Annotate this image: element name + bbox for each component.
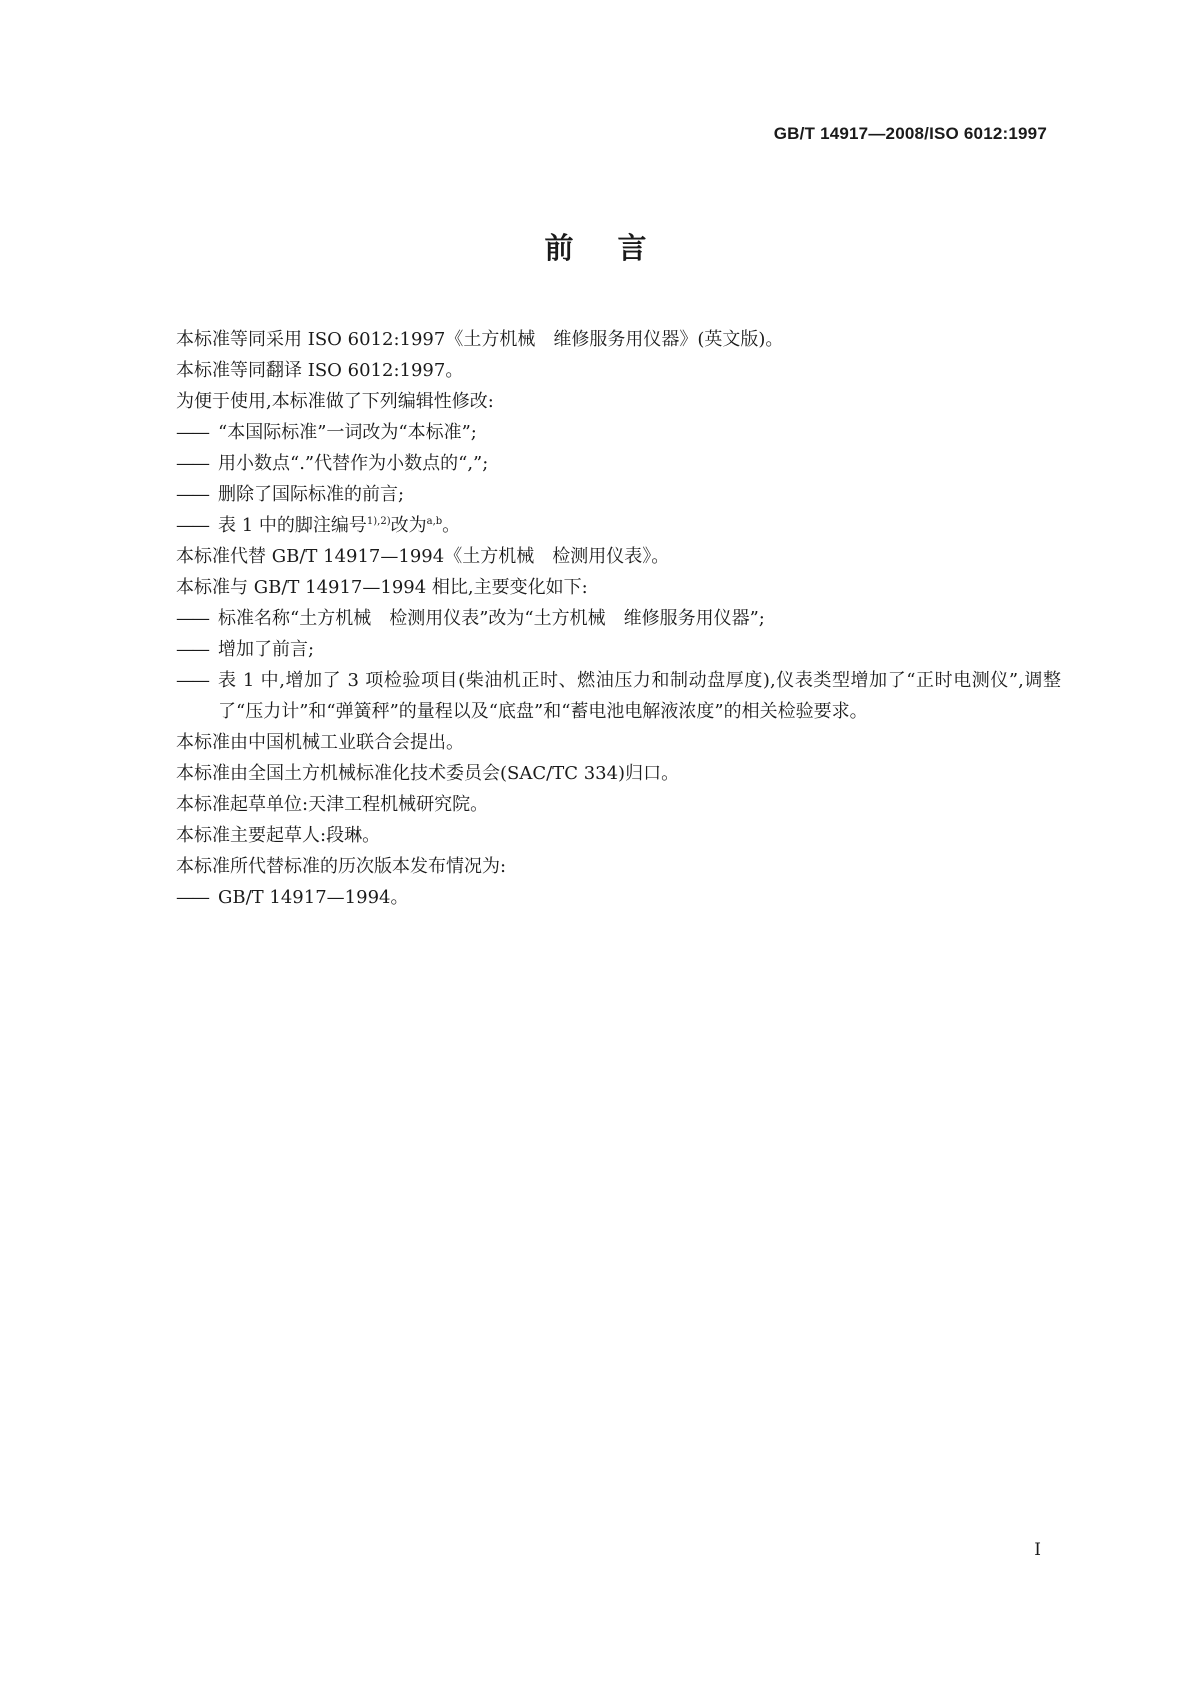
paragraph-drafting-unit: 本标准起草单位:天津工程机械研究院。 — [176, 794, 489, 815]
list-item-text: “本国际标准”一词改为“本标准”; — [218, 422, 477, 443]
list-item-decimal-point — [176, 448, 1061, 479]
paragraph-previous-editions: 本标准所代替标准的历次版本发布情况为: — [176, 856, 507, 877]
standard-code-header: GB/T 14917—2008/ISO 6012:1997 — [773, 124, 1047, 143]
paragraph-proposed-by: 本标准由中国机械工业联合会提出。 — [176, 732, 464, 753]
list-item-text: 增加了前言; — [218, 639, 315, 660]
list-item-text: 删除了国际标准的前言; — [218, 484, 405, 505]
footnote-text-mid: 改为 — [390, 515, 427, 536]
paragraph-main-changes: 本标准与 GB/T 14917—1994 相比,主要变化如下: — [176, 577, 588, 598]
page-title: 前言 — [544, 231, 691, 265]
page-number: I — [1034, 1540, 1041, 1560]
list-item-name-change — [176, 603, 1061, 634]
paragraph-adoption: 本标准等同采用 ISO 6012:1997《土方机械 维修服务用仪器》(英文版)。 — [176, 329, 784, 350]
paragraph-replaces: 本标准代替 GB/T 14917—1994《土方机械 检测用仪表》。 — [176, 546, 670, 567]
dash-marker: —— — [176, 639, 208, 660]
list-item-text: 表 1 中,增加了 3 项检验项目(柴油机正时、燃油压力和制动盘厚度),仪表类型增加了“正时电测仪”,调整了“压力计”和“弹簧秤”的量程以及“底盘”和“蓄电池电解液浓度”的相关检验要求。 — [218, 670, 1061, 722]
list-item-text: 标准名称“土方机械 检测用仪表”改为“土方机械 维修服务用仪器”; — [218, 608, 765, 629]
dash-marker: —— — [176, 422, 208, 443]
preface-body — [176, 324, 1061, 913]
footnote-text-prefix: 表 1 中的脚注编号 — [218, 515, 367, 536]
list-item-term-change — [176, 417, 1061, 448]
list-item-text — [218, 510, 1061, 541]
dash-marker: —— — [176, 670, 208, 691]
dash-marker: —— — [176, 484, 208, 505]
list-item-added-foreword — [176, 634, 1061, 665]
footnote-old-markers: 1),2) — [366, 516, 391, 527]
dash-marker: —— — [176, 453, 208, 474]
paragraph-translation: 本标准等同翻译 ISO 6012:1997。 — [176, 360, 464, 381]
paragraph-main-drafters: 本标准主要起草人:段琳。 — [176, 825, 381, 846]
dash-marker: —— — [176, 887, 208, 908]
list-item-text: 用小数点“.”代替作为小数点的“,”; — [218, 453, 489, 474]
list-item-removed-foreword — [176, 479, 1061, 510]
dash-marker: —— — [176, 608, 208, 629]
footnote-new-markers: a,b — [426, 516, 443, 527]
list-item-table-changes — [176, 665, 1061, 727]
list-item-footnote-numbering — [176, 510, 1061, 541]
list-item-previous-edition — [176, 882, 1061, 913]
paragraph-under-jurisdiction: 本标准由全国土方机械标准化技术委员会(SAC/TC 334)归口。 — [176, 763, 680, 784]
list-item-text: GB/T 14917—1994。 — [218, 887, 409, 908]
paragraph-editorial-changes: 为便于使用,本标准做了下列编辑性修改: — [176, 391, 494, 412]
dash-marker: —— — [176, 515, 208, 536]
footnote-text-suffix: 。 — [442, 515, 461, 536]
